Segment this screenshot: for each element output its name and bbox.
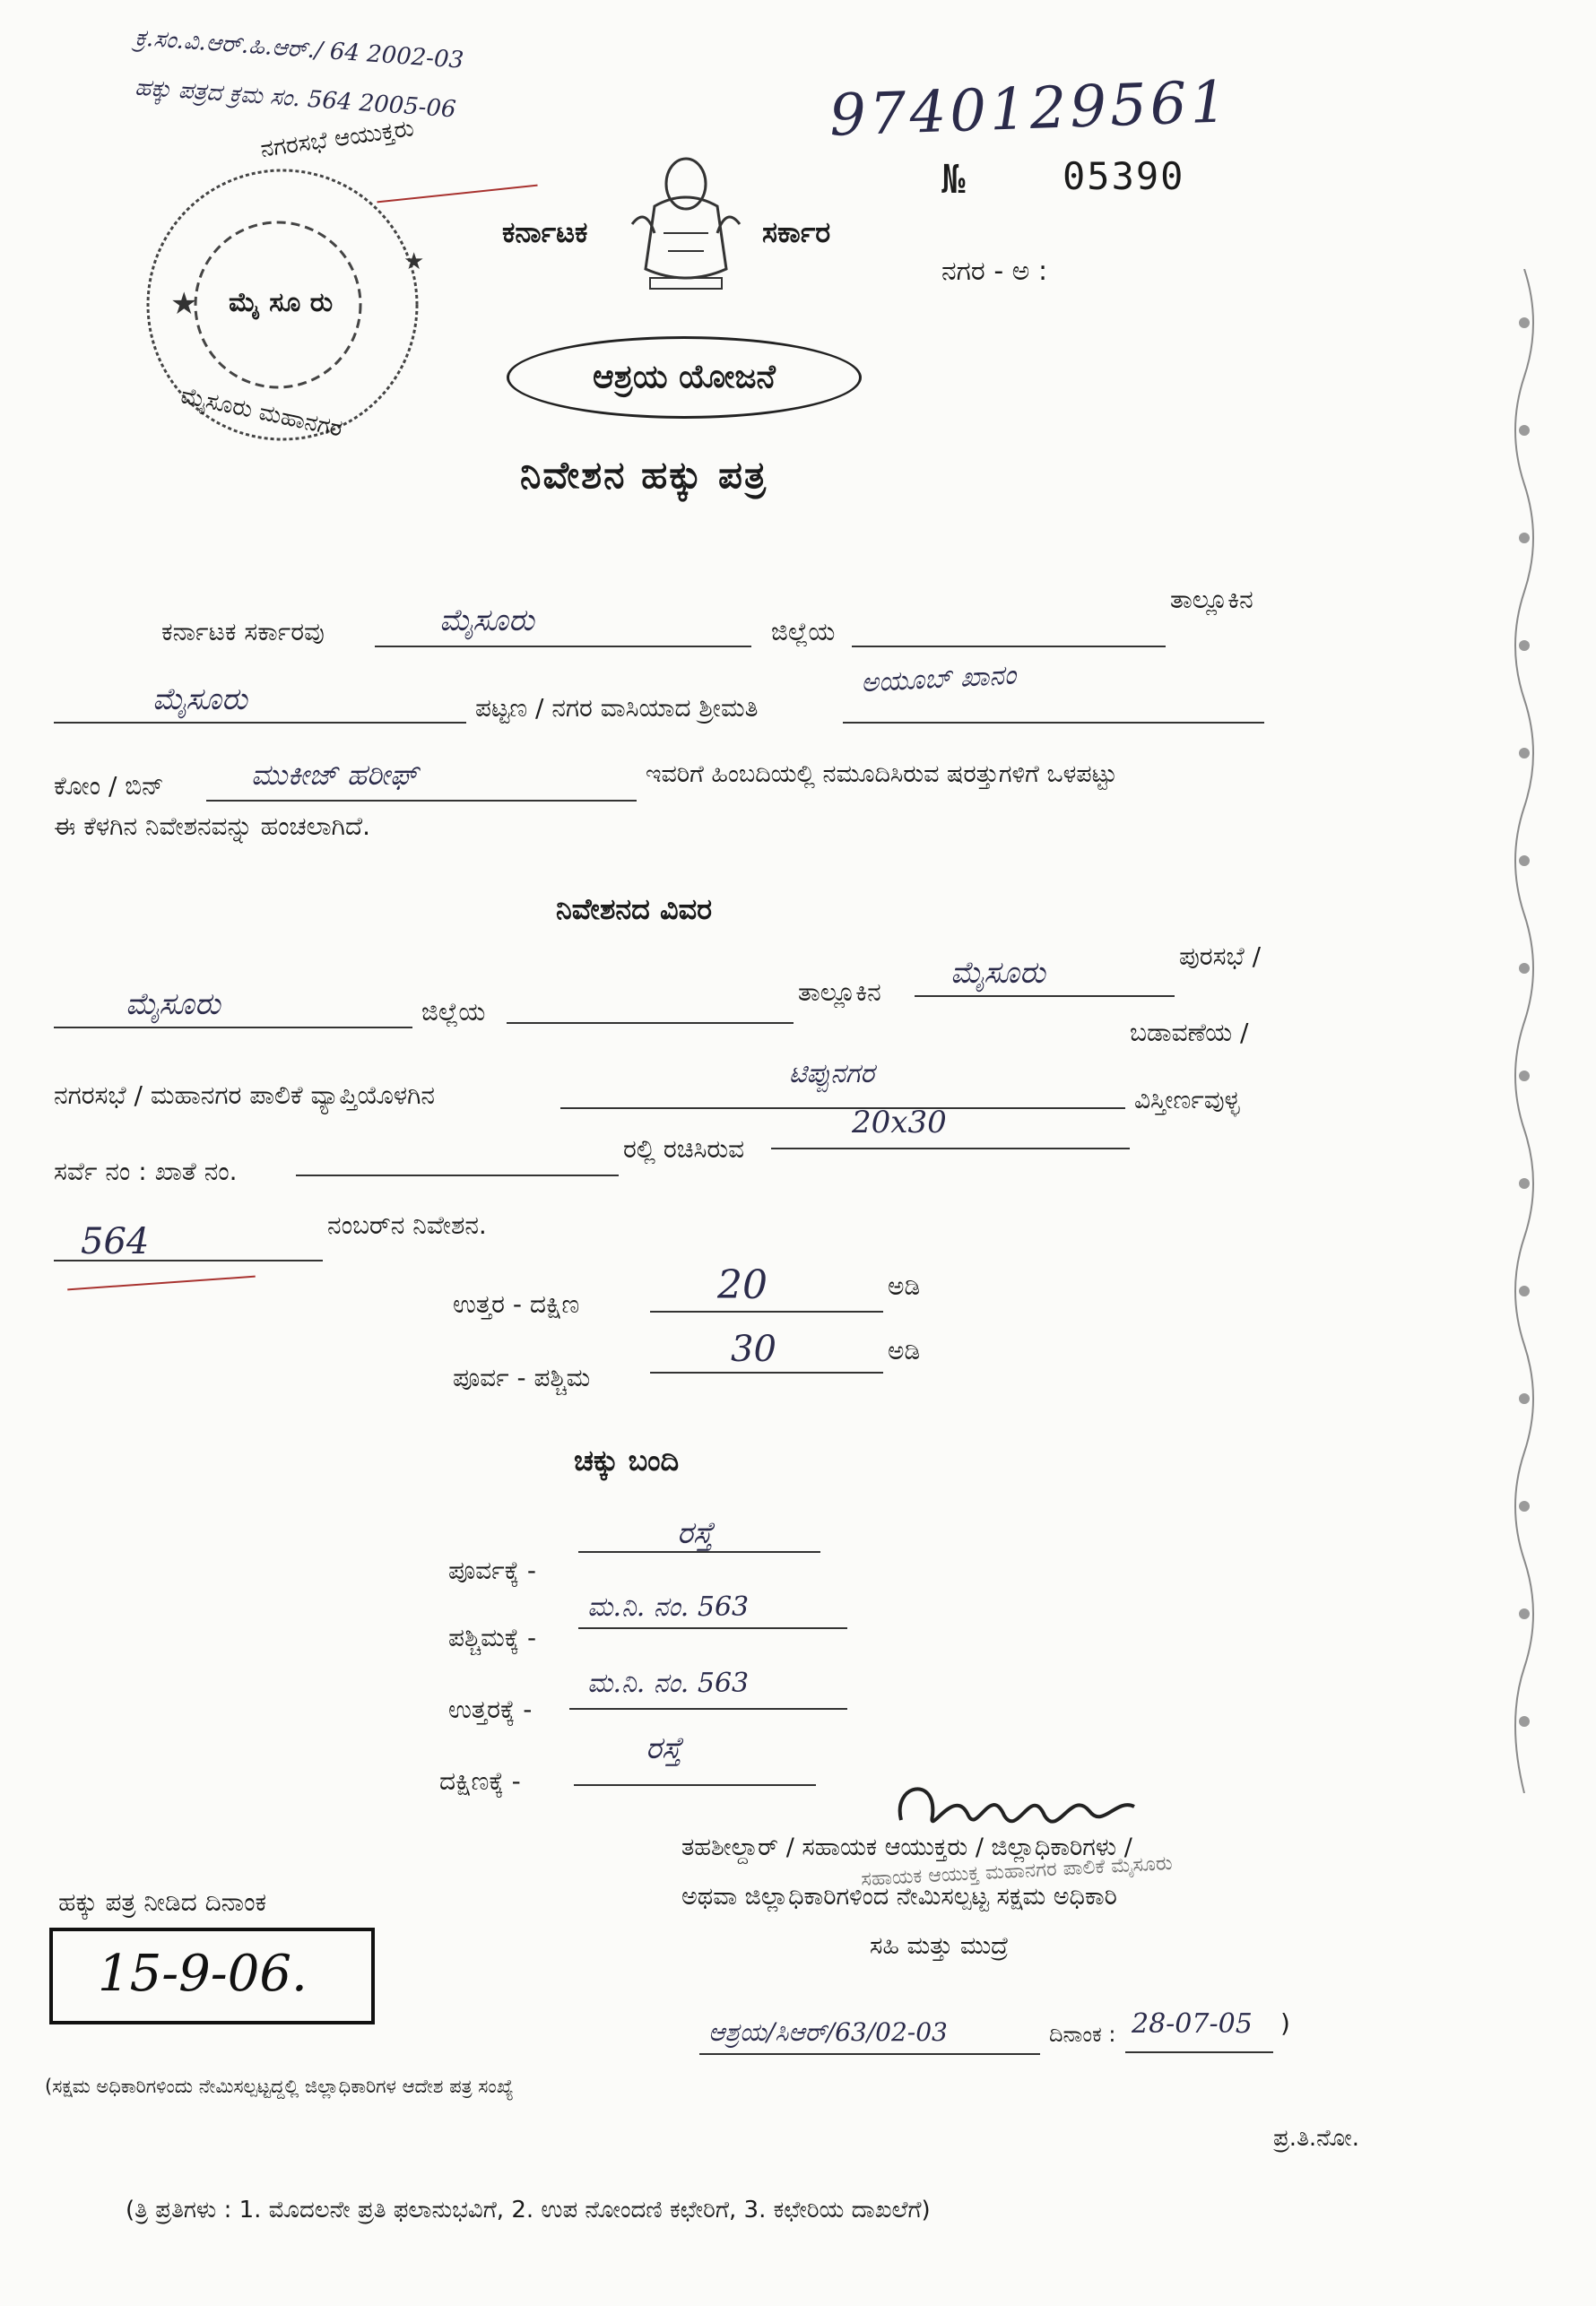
vistirna-label: ವಿಸ್ತೀರ್ಣವುಳ್ಳ (1134, 1085, 1240, 1114)
allot-l2-label: ಪಟ್ಟಣ / ನಗರ ವಾಸಿಯಾದ ಶ್ರೀಮತಿ (475, 693, 759, 723)
badavane-value: ಟಿಪ್ಪುನಗರ (789, 1058, 875, 1089)
site-no-label: ನಂಬರ್‌ನ ನಿವೇಶನ. (327, 1210, 487, 1240)
decorative-border (1462, 269, 1596, 1793)
badavane-line (560, 1107, 1125, 1109)
officer-stamp-text: ಸಹಾಯಕ ಆಯುಕ್ತ ಮಹಾನಗರ ಪಾಲಿಕೆ ಮೈಸೂರು (860, 1851, 1174, 1892)
handwritten-number: 9740129561 (828, 69, 1232, 150)
rachisiruva-label: ರಲ್ಲಿ ರಚಿಸಿರುವ (623, 1134, 745, 1164)
stamp-top-text: ನಗರಸಭೆ ಆಯುಕ್ತರು (258, 115, 416, 163)
ns-label: ಉತ್ತರ - ದಕ್ಷಿಣ (453, 1289, 580, 1319)
ew-line (650, 1372, 883, 1374)
govt-left: ಕರ್ನಾಟಕ (502, 215, 588, 249)
issue-date-value: 15-9-06. (98, 1945, 308, 2003)
top-note-line2: ಹಕ್ಕು ಪತ್ರದ ಕ್ರಮ ಸಂ. 564 2005-06 (134, 74, 457, 124)
allot-father-value: ಮುಕೀಜ್ ಹರೀಫ್ (251, 758, 419, 792)
east-value: ರಸ್ತೆ (677, 1515, 714, 1551)
sign-line3: ಸಹಿ ಮತ್ತು ಮುದ್ರೆ (870, 1932, 1009, 1960)
allot-l3-prefix: ಕೋಂ / ಬಿನ್ (54, 771, 164, 801)
site-district-label: ಜಿಲ್ಲೆಯ (421, 997, 486, 1027)
sign-line2: ಅಥವಾ ಜಿಲ್ಲಾಧಿಕಾರಿಗಳಿಂದ ನೇಮಿಸಲ್ಪಟ್ಟ ಸಕ್ಷಮ ಅಧಿಕಾರಿ (681, 1883, 1117, 1911)
allot-city-value: ಮೈಸೂರು (152, 681, 247, 717)
ew-label: ಪೂರ್ವ - ಪಶ್ಚಿಮ (453, 1363, 591, 1392)
ew-value: 30 (731, 1329, 776, 1370)
allot-l1-prefix: ಕರ್ನಾಟಕ ಸರ್ಕಾರವು (161, 617, 325, 646)
boundaries-heading: ಚಕ್ಕು ಬಂದಿ (574, 1443, 680, 1478)
site-details-heading: ನಿವೇಶನದ ವಿವರ (556, 892, 713, 926)
area-value: 20x30 (852, 1105, 947, 1140)
scheme-title: ಆಶ್ರಯ ಯೋಜನೆ (593, 359, 776, 395)
pto-text: ಪ್ರ.ತಿ.ನೋ. (1273, 2125, 1359, 2152)
site-no-red-underline (67, 1276, 256, 1291)
name-line (843, 722, 1264, 724)
ns-line (650, 1311, 883, 1313)
scheme-oval (507, 336, 862, 419)
order-close: ) (1280, 2008, 1290, 2038)
sign-line1: ತಹಶೀಲ್ದಾರ್ / ಸಹಾಯಕ ಆಯುಕ್ತರು / ಜಿಲ್ಲಾಧಿಕಾರಿಗಳು / (681, 1834, 1132, 1861)
serial-number: 05390 (1063, 154, 1185, 198)
top-note-line1: ಕ್ರ.ಸಂ.ವಿ.ಆರ್.ಹಿ.ಆರ್./ 64 2002-03 (134, 24, 465, 74)
site-taluk-line2 (915, 995, 1175, 997)
east-label: ಪೂರ್ವಕ್ಕೆ - (448, 1556, 537, 1585)
govt-right: ಸರ್ಕಾರ (762, 215, 831, 249)
site-taluk-line1 (507, 1022, 794, 1024)
order-text: (ಸಕ್ಷಮ ಅಧಿಕಾರಿಗಳಿಂದು ನೇಮಿಸಲ್ಪಟ್ಟದ್ದಲ್ಲಿ ಜಿಲ್ಲಾಧಿಕಾರಿಗಳ ಆದೇಶ ಪತ್ರ ಸಂಖ್ಯೆ (45, 2076, 514, 2097)
south-line (574, 1784, 816, 1786)
site-taluk-value: ಮೈಸೂರು (950, 955, 1045, 991)
survey-line (296, 1175, 619, 1176)
order-date-line (1125, 2051, 1273, 2053)
south-label: ದಕ್ಷಿಣಕ್ಕೆ - (439, 1766, 521, 1796)
father-line (206, 800, 637, 802)
site-taluk-label: ತಾಲ್ಲೂಕಿನ (798, 977, 881, 1007)
east-line (578, 1551, 820, 1553)
purasabhe-label: ಪುರಸಭೆ / (1179, 941, 1262, 971)
allot-district-label: ಜಿಲ್ಲೆಯ (771, 617, 836, 646)
issue-date-box (49, 1928, 375, 2024)
svg-text:★: ★ (170, 286, 198, 322)
badavane-label: ಬಡಾವಣೆಯ / (1130, 1018, 1249, 1047)
state-emblem-icon (619, 152, 753, 296)
north-label: ಉತ್ತರಕ್ಕೆ - (448, 1695, 533, 1724)
document-title: ನಿವೇಶನ ಹಕ್ಕು ಪತ್ರ (520, 453, 768, 497)
svg-text:★: ★ (403, 248, 425, 275)
allot-taluk-label: ತಾಲ್ಲೂಕಿನ (1170, 585, 1253, 614)
ns-unit: ಅಡಿ (888, 1271, 921, 1301)
north-line (569, 1708, 847, 1710)
allot-district-value: ಮೈಸೂರು (439, 603, 534, 638)
site-district-value: ಮೈಸೂರು (126, 986, 221, 1022)
allot-name-value: ಅಯೂಬ್ ಖಾನಂ (860, 659, 1017, 699)
order-number-value: ಆಶ್ರಯ/ಸಿಆರ್/63/02-03 (708, 2017, 948, 2047)
south-value: ರಸ್ತೆ (646, 1730, 682, 1766)
west-line (578, 1627, 847, 1629)
ns-value: 20 (717, 1262, 768, 1308)
west-label: ಪಶ್ಚಿಮಕ್ಕೆ - (448, 1623, 537, 1652)
west-value: ಮ.ನಿ. ನಂ. 563 (587, 1591, 750, 1623)
order-number-line (699, 2053, 1040, 2055)
copies-note: (ತ್ರಿ ಪ್ರತಿಗಳು : 1. ಮೊದಲನೇ ಪ್ರತಿ ಫಲಾನುಭವಿಗೆ, 2. ಉಪ ನೋಂದಣಿ ಕಛೇರಿಗೆ, 3. ಕಛೇರಿಯ ದಾಖಲೆಗೆ) (126, 2197, 931, 2224)
order-date-value: 28-07-05 (1132, 2008, 1253, 2040)
site-no-value: 564 (81, 1221, 150, 1262)
allot-l4: ಈ ಕೆಳಗಿನ ನಿವೇಶನವನ್ನು ಹಂಚಲಾಗಿದೆ. (54, 811, 371, 841)
site-district-line (54, 1027, 412, 1028)
survey-label: ಸರ್ವೆ ನಂ : ಖಾತೆ ನಂ. (54, 1157, 238, 1186)
area-line (771, 1148, 1130, 1149)
order-date-label: ದಿನಾಂಕ : (1049, 2022, 1116, 2047)
nagarasabhe-label: ನಗರಸಭೆ / ಮಹಾನಗರ ಪಾಲಿಕೆ ವ್ಯಾಪ್ತಿಯೊಳಗಿನ (54, 1080, 435, 1110)
issue-date-label: ಹಕ್ಕು ಪತ್ರ ನೀಡಿದ ದಿನಾಂಕ (58, 1887, 267, 1917)
serial-prefix: № (941, 157, 966, 203)
city-line (54, 722, 466, 724)
stamp-center-text: ಮೈ ಸೂ ರು (229, 287, 334, 318)
stamp-bottom-text: ಮೈಸೂರು ಮಹಾನಗರ (178, 382, 345, 443)
district-line (375, 646, 751, 647)
ew-unit: ಅಡಿ (888, 1336, 921, 1365)
allot-l3-suffix: ಇವರಿಗೆ ಹಿಂಬದಿಯಲ್ಲಿ ನಮೂದಿಸಿರುವ ಷರತ್ತುಗಳಿಗೆ ಒಳಪಟ್ಟು (646, 760, 1117, 788)
north-value: ಮ.ನಿ. ನಂ. 563 (587, 1668, 750, 1699)
city-label: ನಗರ - ಅ : (941, 256, 1048, 287)
taluk-line (852, 646, 1166, 647)
